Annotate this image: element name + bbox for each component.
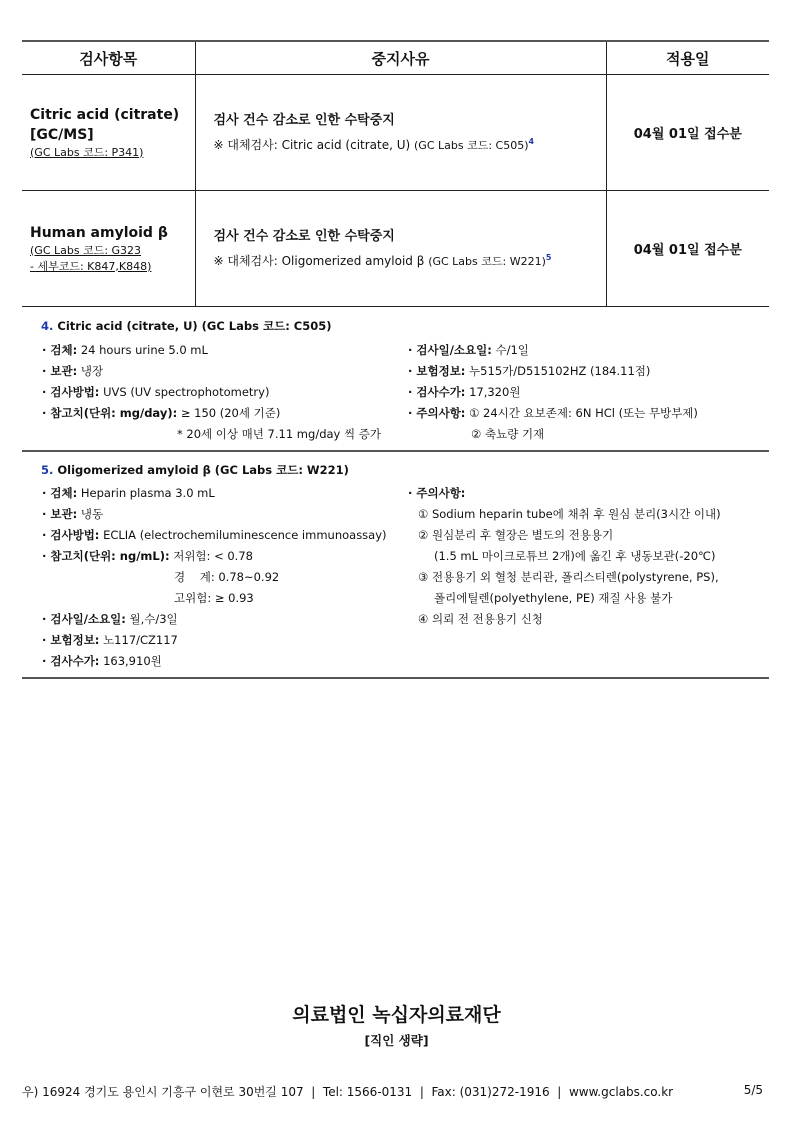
discontinued-tests-table [22,40,769,307]
reason-cell [195,191,606,307]
reference-borderline: 경 계: 0.78~0.92 [174,570,280,584]
specimen-line: · 검체: 24 hours urine 5.0 mL [42,343,208,357]
alternative-test [214,133,606,155]
apply-date: 04월 01일 접수분 [606,191,769,307]
caution-item: (1.5 mL 마이크로튜브 2개)에 옮긴 후 냉동보관(-20℃) [434,549,716,563]
storage-line: · 보관: 냉장 [42,364,104,378]
test-item-cell [22,75,195,191]
caution-item: ④ 의뢰 전 전용용기 신청 [418,612,543,626]
method-line: · 검사방법: UVS (UV spectrophotometry) [42,385,270,399]
fee-line: · 검사수가: 163,910원 [42,654,162,668]
footer-contact: 우) 16924 경기도 용인시 기흥구 이현로 30번길 107 | Tel: 1566-0131 | Fax: (031)272-1916 | www.gclabs.co.kr [22,1085,674,1099]
test-code: (GC Labs 코드: G323 [30,243,142,257]
caution-item: ① Sodium heparin tube에 채취 후 원심 분리(3시간 이내) [418,507,721,521]
fee-line: · 검사수가: 17,320원 [408,385,521,399]
table-row [22,75,769,191]
method-line: · 검사방법: ECLIA (electrochemiluminescence immunoassay) [42,528,387,542]
alternative-test-code: (GC Labs 코드: W221) [428,254,546,268]
table-header-row [22,41,769,75]
footnote-title-text: Citric acid (citrate, U) (GC Labs 코드: C505) [57,319,332,333]
test-code: (GC Labs 코드: P341) [30,145,144,159]
test-subcode: - 세부코드: K847,K848) [30,259,152,273]
footnote-number: 5. [41,463,54,477]
test-item-cell [22,191,195,307]
alternative-test [214,249,606,271]
caution-item: ③ 전용용기 외 혈청 분리관, 폴리스티렌(polystyrene, PS), [418,570,719,584]
table-row [22,191,769,307]
schedule-line: · 검사일/소요일: 수/1일 [408,343,529,357]
reference-high: 고위험: ≥ 0.93 [174,591,254,605]
reference-line: · 참고치(단위: ng/mL): 저위험: < 0.78 [42,549,253,563]
caution-label: · 주의사항: [408,486,466,500]
test-name: Human amyloid β [30,224,168,241]
seal-omitted: [직인 생략] [364,1033,429,1048]
footnote-ref: 5 [545,252,552,262]
footnote-ref: 4 [528,136,535,146]
reference-line: · 참고치(단위: mg/day): ≥ 150 (20세 기준) [42,406,281,420]
page-number: 5/5 [743,1083,763,1097]
reference-extra: * 20세 이상 매년 7.11 mg/day 씩 증가 [177,427,381,441]
footnote-title [41,318,332,334]
reason-cell [195,75,606,191]
footnote-title-text: Oligomerized amyloid β (GC Labs 코드: W221) [57,463,349,477]
insurance-line: · 보험정보: 노117/CZ117 [42,633,178,647]
stop-reason: 검사 건수 감소로 인한 수탁중지 [213,228,395,244]
page-footer [22,1083,763,1100]
test-method: [GC/MS] [30,126,94,143]
apply-date: 04월 01일 접수분 [606,75,769,191]
alternative-test-code: (GC Labs 코드: C505) [414,138,529,152]
organization-name: 의료법인 녹십자의료재단 [292,1004,501,1026]
alternative-test-name: ※ 대체검사: Citric acid (citrate, U) [213,137,415,152]
caution-item: ② 원심분리 후 혈장은 별도의 전용용기 [418,528,614,542]
footnote-5 [22,452,769,679]
test-name: Citric acid (citrate) [30,106,180,123]
specimen-line: · 검체: Heparin plasma 3.0 mL [42,486,215,500]
storage-line: · 보관: 냉동 [42,507,104,521]
stop-reason: 검사 건수 감소로 인한 수탁중지 [213,112,395,128]
footnote-title [41,462,349,478]
footnote-number: 4. [41,319,54,333]
footnote-4 [22,307,769,452]
alternative-test-name: ※ 대체검사: Oligomerized amyloid β [213,253,429,268]
insurance-line: · 보험정보: 누515가/D515102HZ (184.11점) [408,364,651,378]
caution-item: 폴리에틸렌(polyethylene, PE) 재질 사용 불가 [434,591,673,605]
header-test-item: 검사항목 [22,41,195,75]
header-apply-date: 적용일 [606,41,769,75]
caution-line: · 주의사항: ① 24시간 요보존제: 6N HCl (또는 무방부제) [408,406,698,420]
caution-item: ② 축뇨량 기재 [471,427,545,441]
header-reason: 중지사유 [195,41,606,75]
schedule-line: · 검사일/소요일: 월,수/3일 [42,612,178,626]
